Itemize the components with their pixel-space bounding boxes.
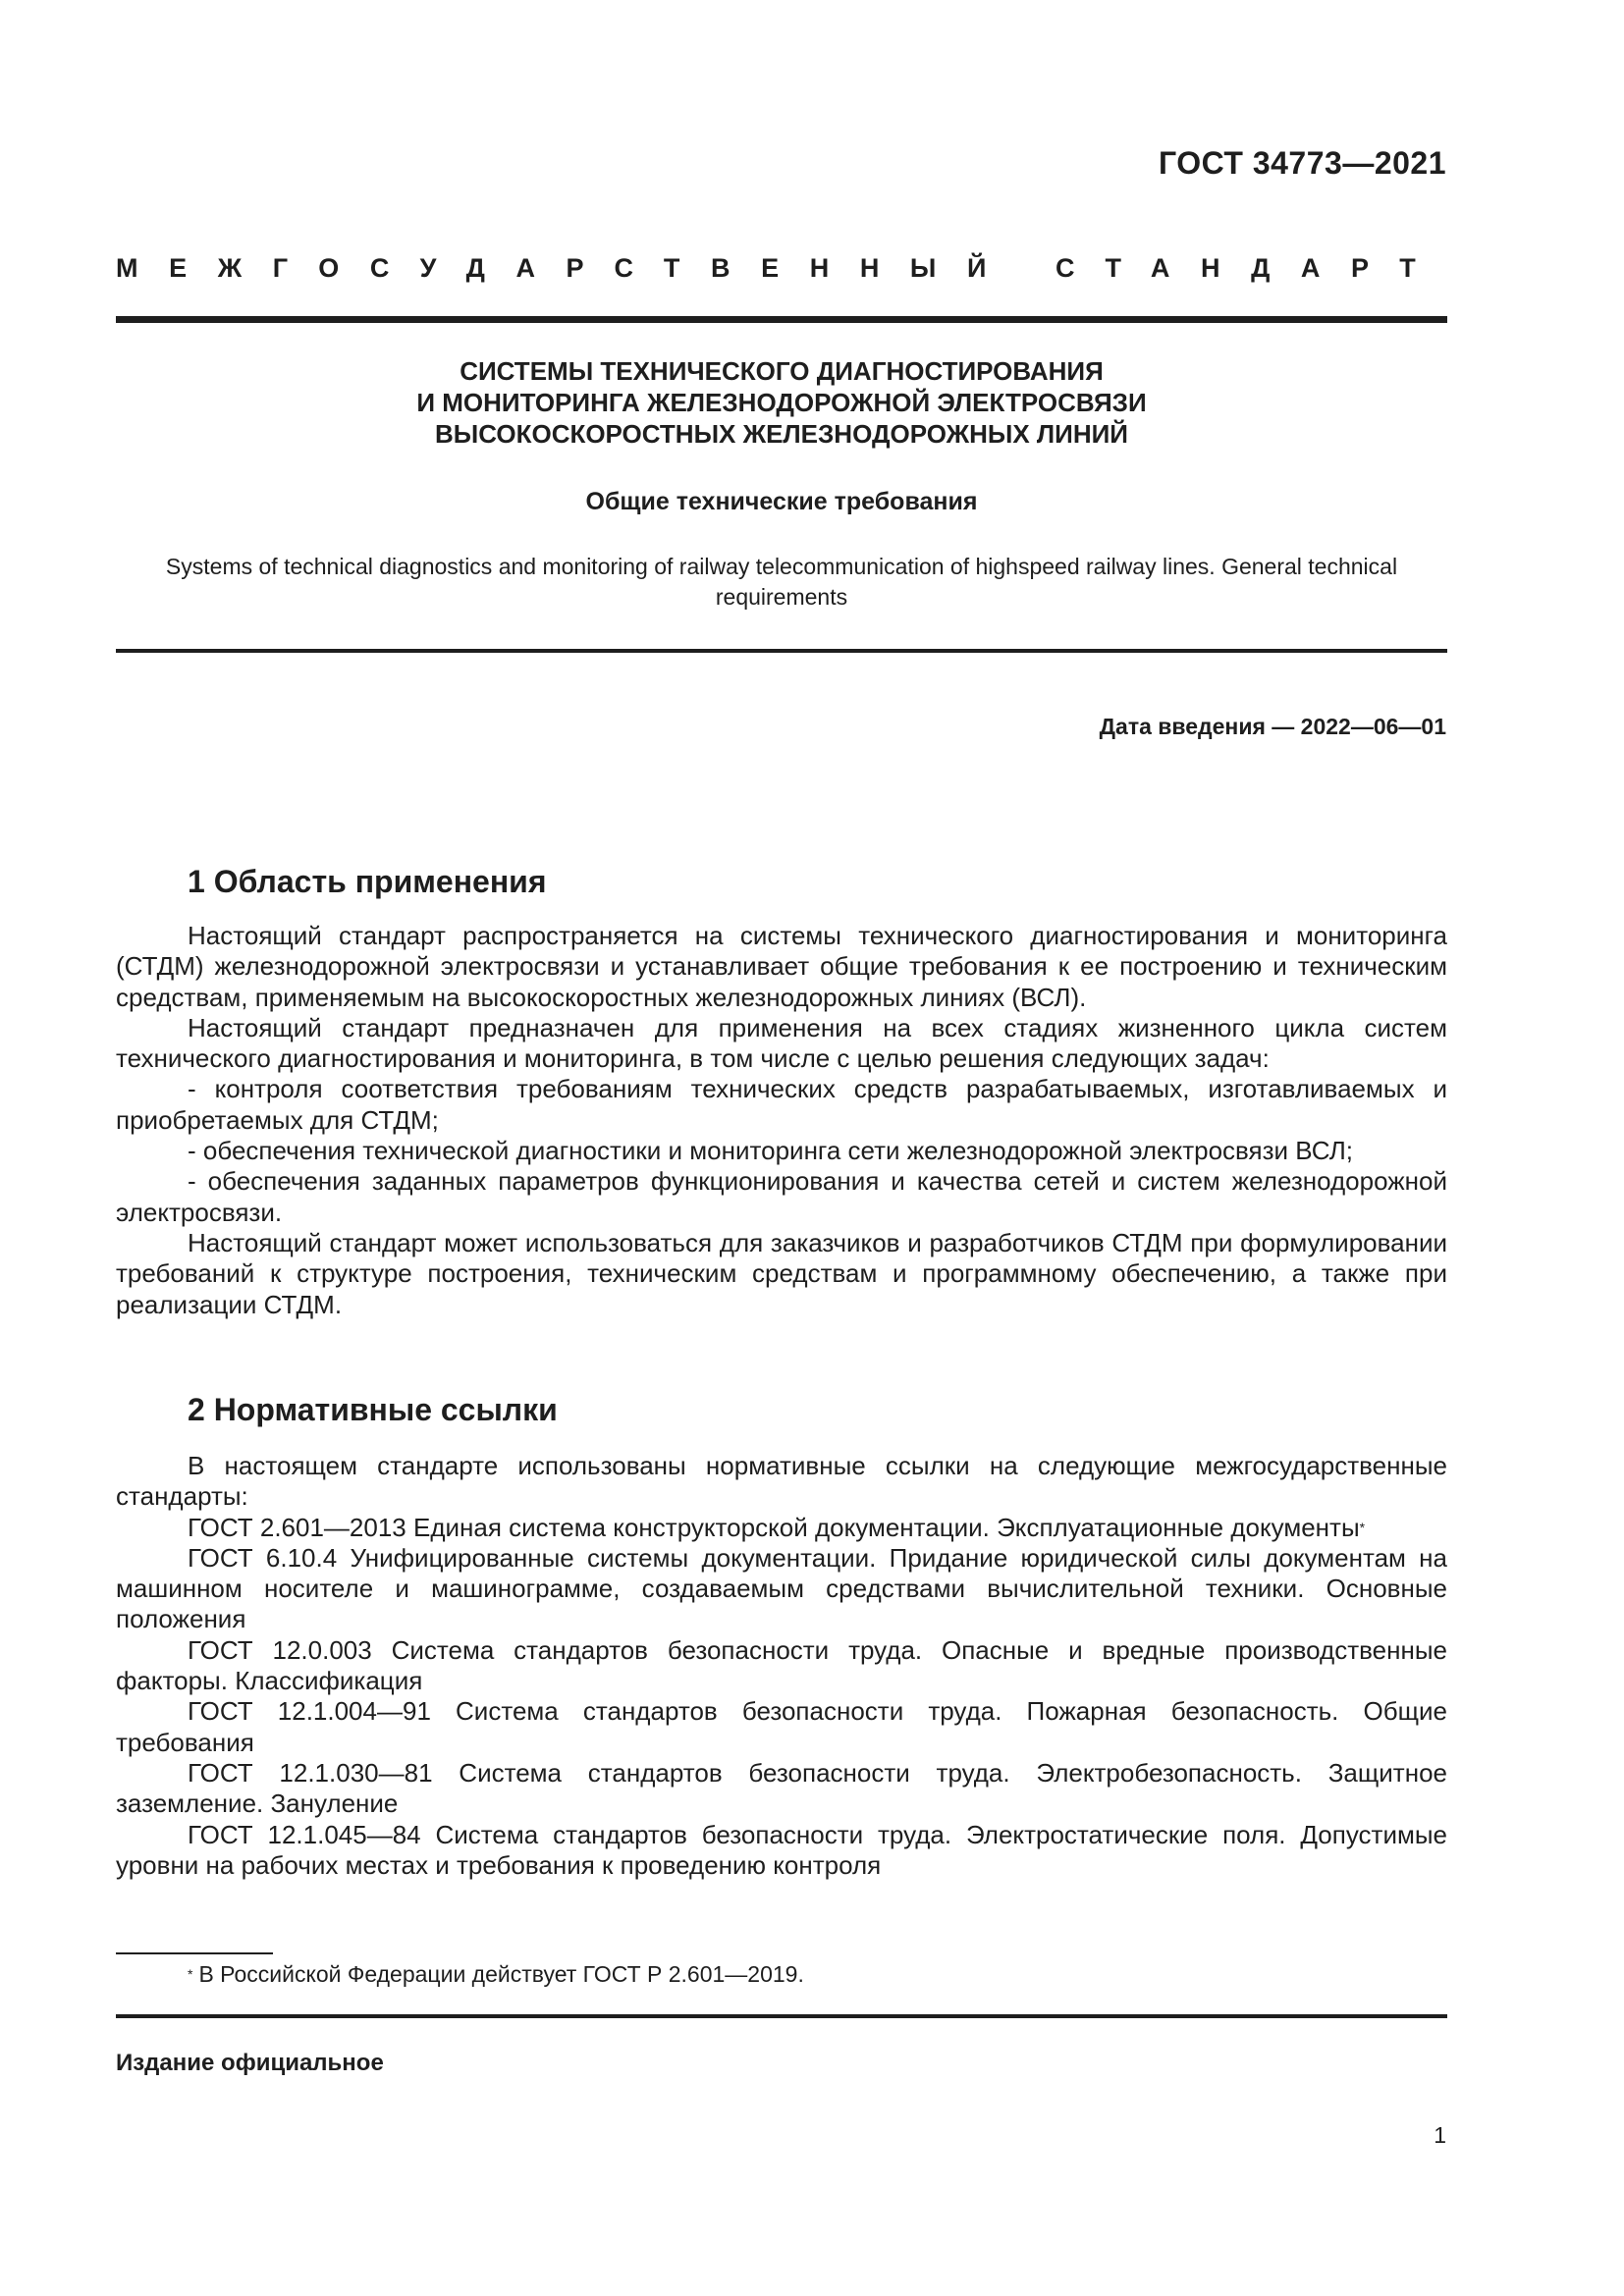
list-item: - обеспечения технической диагностики и мониторинга сети железнодорожной электросвязи ВСЛ; (188, 1136, 1353, 1166)
section-2-body (116, 1451, 1447, 1881)
footnote-text: В Российской Федерации действует ГОСТ Р 2.601—2019. (198, 1961, 804, 1987)
footnote-reference: * (1359, 1519, 1366, 1535)
footnote-divider (116, 1952, 273, 1954)
section-1-heading: 1 Область применения (188, 864, 547, 899)
introduction-date: Дата введения — 2022—06—01 (1099, 714, 1446, 739)
document-number: ГОСТ 34773—2021 (1158, 145, 1446, 181)
section-1-body (116, 921, 1447, 1320)
list-item: - обеспечения заданных параметров функционирования и качества сетей и систем железнодорожной электросвязи. (116, 1166, 1447, 1227)
paragraph: Настоящий стандарт предназначен для применения на всех стадиях жизненного цикла систем технического диагностирования и мониторинга, в том числе с целью решения следующих задач: (116, 1012, 1447, 1074)
section-2-heading: 2 Нормативные ссылки (188, 1392, 558, 1427)
reference-item: ГОСТ 6.10.4 Унифицированные системы документации. Придание юридической силы документам на машинном носителе и машинограмме, создаваемым средствами вычислительной техники. Основные положения (116, 1542, 1447, 1634)
english-title: Systems of technical diagnostics and monitoring of railway telecommunication of highspeed railway lines. General technical requirements (165, 554, 1398, 610)
official-edition-label: Издание официальное (116, 2050, 384, 2076)
title-line-2: И МОНИТОРИНГА ЖЕЛЕЗНОДОРОЖНОЙ ЭЛЕКТРОСВЯЗИ (416, 388, 1147, 417)
title-line-3: ВЫСОКОСКОРОСТНЫХ ЖЕЛЕЗНОДОРОЖНЫХ ЛИНИЙ (435, 419, 1128, 449)
title-line-1: СИСТЕМЫ ТЕХНИЧЕСКОГО ДИАГНОСТИРОВАНИЯ (460, 356, 1104, 386)
paragraph: Настоящий стандарт распространяется на системы технического диагностирования и мониторинга (СТДМ) железнодорожной электросвязи и устанавливает общие требования к ее построению и техническим средствам, применяемым на высокоскоростных железнодорожных линиях (ВСЛ). (116, 921, 1447, 1012)
footnote (188, 1959, 804, 1989)
reference-item: ГОСТ 12.1.030—81 Система стандартов безопасности труда. Электробезопасность. Защитное заземление. Зануление (116, 1757, 1447, 1819)
reference-item (116, 1513, 1447, 1543)
header-divider (116, 316, 1447, 323)
document-subtitle: Общие технические требования (585, 488, 978, 515)
page-number: 1 (1434, 2122, 1446, 2148)
paragraph: Настоящий стандарт может использоваться для заказчиков и разработчиков СТДМ при формулировании требований к структуре построения, техническим средствам и программному обеспечению, а также при реализации СТДМ. (116, 1227, 1447, 1319)
footnote-mark: * (188, 1966, 193, 1982)
list-item: - контроля соответствия требованиям технических средств разрабатываемых, изготавливаемых и приобретаемых для СТДМ; (116, 1074, 1447, 1135)
standard-kind-heading: МЕЖГОСУДАРСТВЕННЫЙ СТАНДАРТ (116, 253, 1447, 283)
reference-item: ГОСТ 12.1.004—91 Система стандартов безопасности труда. Пожарная безопасность. Общие требования (116, 1696, 1447, 1757)
title-divider (116, 649, 1447, 653)
reference-item: ГОСТ 12.1.045—84 Система стандартов безопасности труда. Электростатические поля. Допустимые уровни на рабочих местах и требования к проведению контроля (116, 1819, 1447, 1880)
reference-item: ГОСТ 12.0.003 Система стандартов безопасности труда. Опасные и вредные производственные факторы. Классификация (116, 1634, 1447, 1696)
footer-divider (116, 2014, 1447, 2018)
document-title (116, 355, 1447, 450)
reference-text: ГОСТ 2.601—2013 Единая система конструкторской документации. Эксплуатационные документы (188, 1512, 1360, 1542)
paragraph: В настоящем стандарте использованы нормативные ссылки на следующие межгосударственные стандарты: (116, 1451, 1447, 1512)
